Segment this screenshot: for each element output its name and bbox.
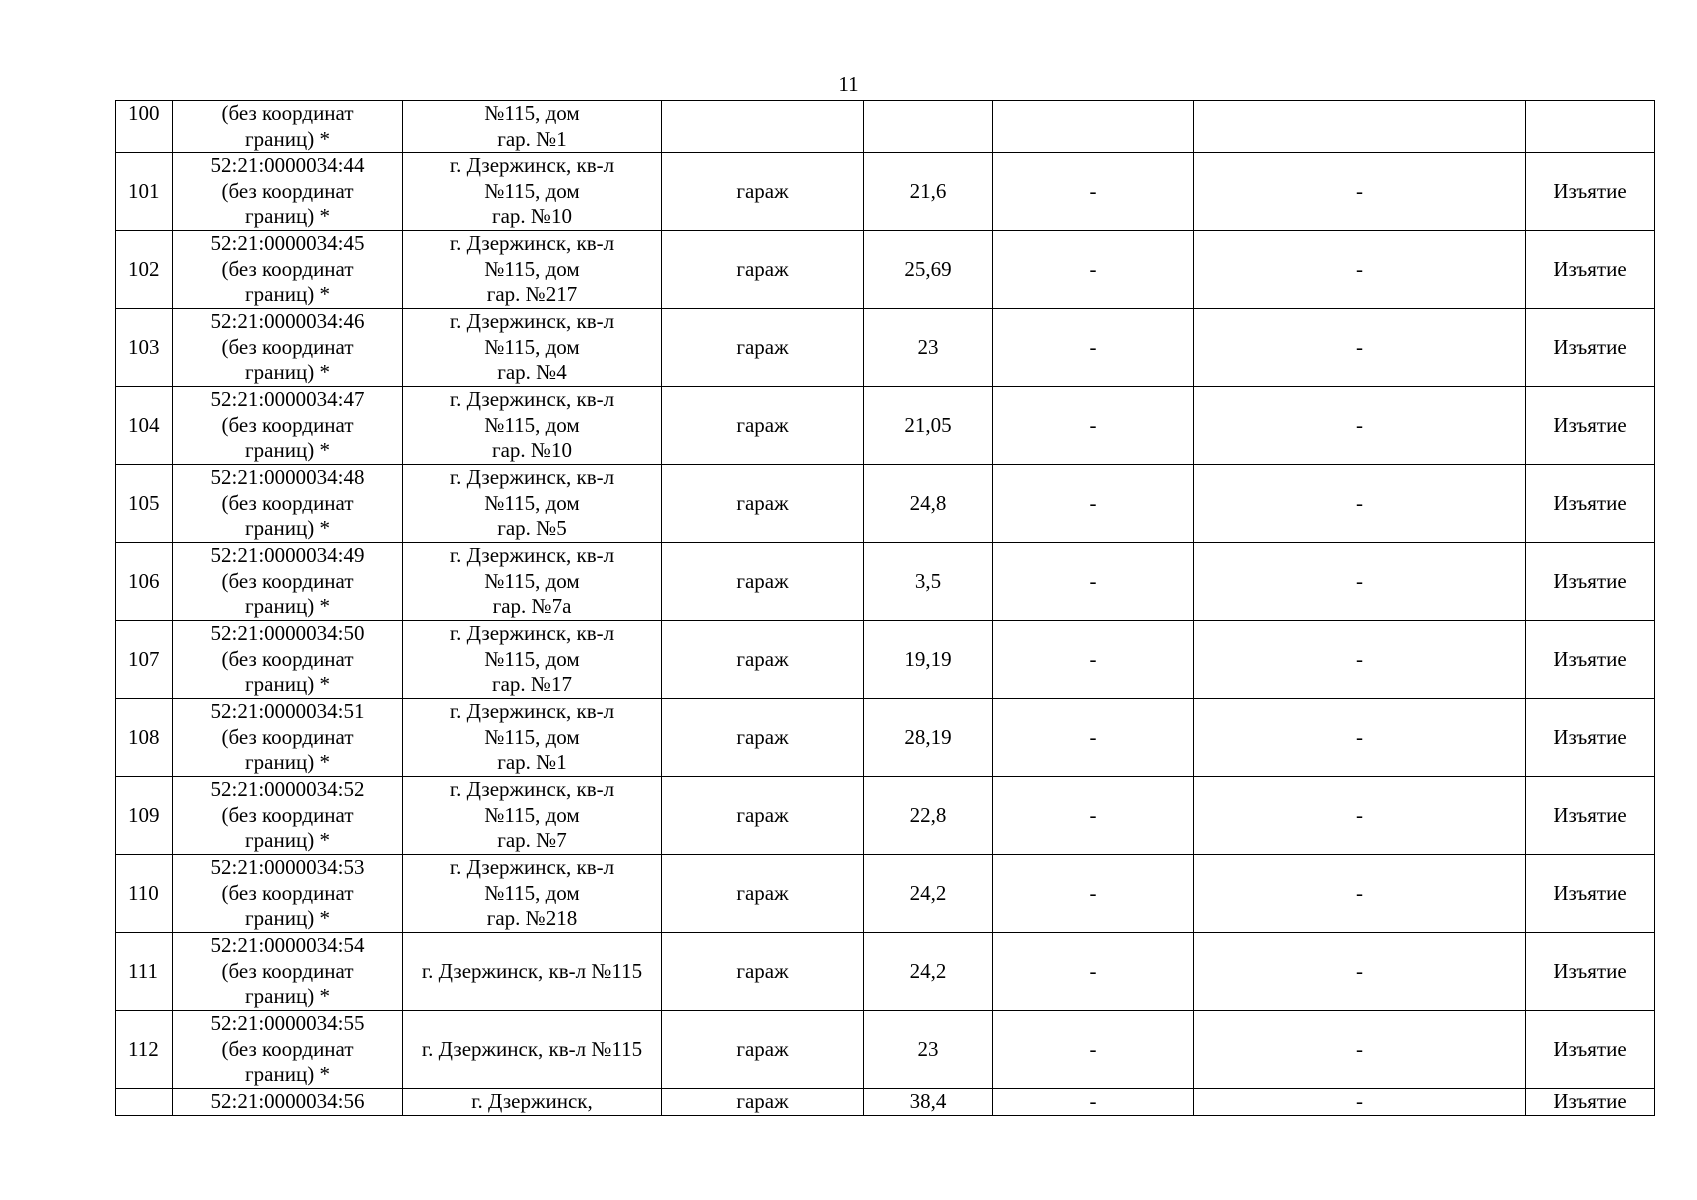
cadastral-line: границ) * xyxy=(245,672,330,697)
column-6-cell xyxy=(993,1011,1194,1089)
cadastral-line: (без координат xyxy=(221,646,354,671)
object-type: гараж xyxy=(736,958,789,983)
column-7: - xyxy=(1356,178,1363,203)
cadastral-number-cell xyxy=(173,933,403,1011)
address-line: гар. №5 xyxy=(497,516,567,541)
action: Изъятие xyxy=(1553,334,1627,359)
table-row xyxy=(116,1011,1655,1089)
area-cell xyxy=(864,933,993,1011)
action: Изъятие xyxy=(1553,1036,1627,1061)
address-line: №115, дом xyxy=(484,256,580,281)
address-cell xyxy=(403,231,662,309)
column-6: - xyxy=(1089,568,1097,593)
cadastral-number-cell xyxy=(173,777,403,855)
cadastral-line: (без координат xyxy=(221,1036,354,1061)
column-7: - xyxy=(1356,646,1363,671)
address-line: №115, дом xyxy=(484,880,580,905)
column-7: - xyxy=(1356,490,1363,515)
address-cell xyxy=(403,465,662,543)
cadastral-line: 52:21:0000034:50 xyxy=(210,621,365,646)
object-type: гараж xyxy=(736,412,789,437)
action: Изъятие xyxy=(1553,958,1627,983)
object-type-cell xyxy=(662,101,864,153)
column-6-cell xyxy=(993,387,1194,465)
area: 24,2 xyxy=(909,958,947,983)
address-line: гар. №217 xyxy=(486,282,578,307)
column-6: - xyxy=(1089,724,1097,749)
object-type-cell xyxy=(662,855,864,933)
address-cell xyxy=(403,855,662,933)
cadastral-line: (без координат xyxy=(221,880,354,905)
address-cell xyxy=(403,621,662,699)
column-6-cell xyxy=(993,309,1194,387)
cadastral-number-cell xyxy=(173,153,403,231)
cadastral-line: (без координат xyxy=(221,568,354,593)
action: Изъятие xyxy=(1553,256,1627,281)
address-line: гар. №10 xyxy=(492,438,572,463)
cadastral-line: границ) * xyxy=(245,906,330,931)
cadastral-line: границ) * xyxy=(245,204,330,229)
cadastral-line: границ) * xyxy=(245,984,330,1009)
address-line: г. Дзержинск, xyxy=(471,1089,593,1113)
address-line: №115, дом xyxy=(484,101,580,125)
row-number: 107 xyxy=(128,646,160,671)
cadastral-number-cell xyxy=(173,699,403,777)
column-6-cell xyxy=(993,101,1194,153)
object-type-cell xyxy=(662,1089,864,1116)
column-6: - xyxy=(1089,490,1097,515)
area-cell xyxy=(864,777,993,855)
table-body xyxy=(116,101,1655,1116)
area-cell xyxy=(864,543,993,621)
address-line: гар. №7 xyxy=(497,828,567,853)
row-number: 100 xyxy=(128,101,160,125)
row-number-cell xyxy=(116,309,173,387)
row-number: 106 xyxy=(128,568,160,593)
address-line: гар. №1 xyxy=(497,750,567,775)
object-type: гараж xyxy=(736,256,789,281)
cadastral-line: 52:21:0000034:46 xyxy=(210,309,365,334)
address-cell xyxy=(403,1089,662,1116)
action: Изъятие xyxy=(1553,646,1627,671)
object-type-cell xyxy=(662,387,864,465)
address-line: г. Дзержинск, кв-л xyxy=(449,309,615,334)
column-7: - xyxy=(1356,880,1363,905)
address-line: гар. №4 xyxy=(497,360,567,385)
address-cell xyxy=(403,387,662,465)
table-row xyxy=(116,153,1655,231)
area: 25,69 xyxy=(904,256,952,281)
table-row xyxy=(116,231,1655,309)
area: 22,8 xyxy=(909,802,947,827)
cadastral-line: 52:21:0000034:55 xyxy=(210,1011,365,1036)
column-7-cell xyxy=(1194,543,1526,621)
cadastral-line: 52:21:0000034:56 xyxy=(210,1089,365,1113)
cadastral-number-cell xyxy=(173,855,403,933)
row-number: 110 xyxy=(128,880,159,905)
column-6-cell xyxy=(993,777,1194,855)
area: 19,19 xyxy=(904,646,952,671)
cadastral-line: (без координат xyxy=(221,178,354,203)
row-number: 104 xyxy=(128,412,160,437)
address-cell xyxy=(403,153,662,231)
row-number: 112 xyxy=(128,1036,159,1061)
object-type-cell xyxy=(662,1011,864,1089)
address-line: гар. №218 xyxy=(486,906,578,931)
cadastral-line: 52:21:0000034:45 xyxy=(210,231,365,256)
area-cell xyxy=(864,621,993,699)
cadastral-number-cell xyxy=(173,543,403,621)
column-6-cell xyxy=(993,621,1194,699)
address-line: №115, дом xyxy=(484,334,580,359)
cadastral-line: границ) * xyxy=(245,828,330,853)
area-cell xyxy=(864,101,993,153)
address-cell xyxy=(403,543,662,621)
object-type-cell xyxy=(662,153,864,231)
area: 21,05 xyxy=(904,412,952,437)
object-type-cell xyxy=(662,231,864,309)
object-type-cell xyxy=(662,543,864,621)
column-6: - xyxy=(1089,802,1097,827)
object-type-cell xyxy=(662,699,864,777)
object-type-cell xyxy=(662,465,864,543)
cadastral-line: 52:21:0000034:47 xyxy=(210,387,365,412)
object-type: гараж xyxy=(736,802,789,827)
action: Изъятие xyxy=(1553,802,1627,827)
row-number-cell xyxy=(116,855,173,933)
column-7: - xyxy=(1356,724,1363,749)
column-7: - xyxy=(1356,1036,1363,1061)
row-number-cell xyxy=(116,1011,173,1089)
address-cell xyxy=(403,699,662,777)
area-cell xyxy=(864,231,993,309)
address-line: гар. №1 xyxy=(497,126,567,151)
address-line: №115, дом xyxy=(484,412,580,437)
row-number: 111 xyxy=(128,958,158,983)
column-7: - xyxy=(1356,256,1363,281)
address-line: г. Дзержинск, кв-л xyxy=(449,387,615,412)
address-line: г. Дзержинск, кв-л xyxy=(449,465,615,490)
column-7: - xyxy=(1356,412,1363,437)
address-line: г. Дзержинск, кв-л xyxy=(449,855,615,880)
object-type-cell xyxy=(662,621,864,699)
column-7-cell xyxy=(1194,777,1526,855)
cadastral-line: 52:21:0000034:53 xyxy=(210,855,365,880)
column-7-cell xyxy=(1194,465,1526,543)
address-cell xyxy=(403,101,662,153)
action-cell xyxy=(1526,621,1655,699)
action: Изъятие xyxy=(1553,724,1627,749)
cadastral-line: 52:21:0000034:54 xyxy=(210,933,365,958)
table-row xyxy=(116,309,1655,387)
row-number-cell xyxy=(116,699,173,777)
row-number-cell xyxy=(116,933,173,1011)
row-number-cell xyxy=(116,777,173,855)
column-7-cell xyxy=(1194,231,1526,309)
cadastral-line: границ) * xyxy=(245,594,330,619)
address-line: №115, дом xyxy=(484,568,580,593)
table-row xyxy=(116,101,1655,153)
cadastral-line: границ) * xyxy=(245,1062,330,1087)
object-type: гараж xyxy=(736,334,789,359)
action-cell xyxy=(1526,465,1655,543)
object-type-cell xyxy=(662,309,864,387)
address-line: г. Дзержинск, кв-л xyxy=(449,231,615,256)
area-cell xyxy=(864,1011,993,1089)
address-cell xyxy=(403,309,662,387)
table-row xyxy=(116,1089,1655,1116)
area-cell xyxy=(864,465,993,543)
column-7-cell xyxy=(1194,153,1526,231)
address-line: г. Дзержинск, кв-л №115 xyxy=(421,1036,643,1061)
area-cell xyxy=(864,153,993,231)
cadastral-line: границ) * xyxy=(245,360,330,385)
column-6: - xyxy=(1089,958,1097,983)
address-cell xyxy=(403,1011,662,1089)
cadastral-number-cell xyxy=(173,387,403,465)
action-cell xyxy=(1526,231,1655,309)
cadastral-number-cell xyxy=(173,309,403,387)
cadastral-line: 52:21:0000034:49 xyxy=(210,543,365,568)
address-line: г. Дзержинск, кв-л xyxy=(449,777,615,802)
column-7-cell xyxy=(1194,1089,1526,1116)
column-6-cell xyxy=(993,153,1194,231)
cadastral-line: границ) * xyxy=(245,282,330,307)
cadastral-line: (без координат xyxy=(221,412,354,437)
table-row xyxy=(116,777,1655,855)
column-6-cell xyxy=(993,231,1194,309)
column-7-cell xyxy=(1194,933,1526,1011)
area: 24,2 xyxy=(909,880,947,905)
object-type-cell xyxy=(662,777,864,855)
address-line: г. Дзержинск, кв-л xyxy=(449,543,615,568)
column-7-cell xyxy=(1194,101,1526,153)
cadastral-line: границ) * xyxy=(245,750,330,775)
column-7-cell xyxy=(1194,309,1526,387)
action: Изъятие xyxy=(1553,412,1627,437)
action-cell xyxy=(1526,543,1655,621)
table-row xyxy=(116,855,1655,933)
table-row xyxy=(116,465,1655,543)
column-6: - xyxy=(1089,880,1097,905)
cadastral-number-cell xyxy=(173,465,403,543)
cadastral-line: (без координат xyxy=(221,334,354,359)
cadastral-line: (без координат xyxy=(221,802,354,827)
action-cell xyxy=(1526,309,1655,387)
action-cell xyxy=(1526,855,1655,933)
cadastral-line: (без координат xyxy=(221,724,354,749)
column-6: - xyxy=(1089,1089,1097,1113)
address-line: №115, дом xyxy=(484,802,580,827)
address-cell xyxy=(403,777,662,855)
address-line: гар. №7а xyxy=(492,594,572,619)
column-7-cell xyxy=(1194,855,1526,933)
land-plots-table xyxy=(115,100,1655,1116)
column-7-cell xyxy=(1194,1011,1526,1089)
area-cell xyxy=(864,387,993,465)
cadastral-line: (без координат xyxy=(221,958,354,983)
area-cell xyxy=(864,1089,993,1116)
cadastral-number-cell xyxy=(173,231,403,309)
cadastral-line: 52:21:0000034:52 xyxy=(210,777,365,802)
column-6-cell xyxy=(993,699,1194,777)
column-6-cell xyxy=(993,1089,1194,1116)
cadastral-line: (без координат xyxy=(221,256,354,281)
area: 23 xyxy=(917,1036,939,1061)
action-cell xyxy=(1526,153,1655,231)
address-cell xyxy=(403,933,662,1011)
row-number: 108 xyxy=(128,724,160,749)
cadastral-line: 52:21:0000034:44 xyxy=(210,153,365,178)
cadastral-line: (без координат xyxy=(221,490,354,515)
column-6: - xyxy=(1089,412,1097,437)
column-6: - xyxy=(1089,1036,1097,1061)
action: Изъятие xyxy=(1553,178,1627,203)
table-row xyxy=(116,699,1655,777)
column-7: - xyxy=(1356,1089,1363,1113)
area: 38,4 xyxy=(909,1089,947,1113)
row-number: 102 xyxy=(128,256,160,281)
table-row xyxy=(116,387,1655,465)
column-7-cell xyxy=(1194,621,1526,699)
action: Изъятие xyxy=(1553,490,1627,515)
row-number-cell xyxy=(116,387,173,465)
row-number-cell xyxy=(116,543,173,621)
row-number: 103 xyxy=(128,334,160,359)
object-type: гараж xyxy=(736,1089,789,1113)
address-line: гар. №10 xyxy=(492,204,572,229)
object-type: гараж xyxy=(736,568,789,593)
row-number-cell xyxy=(116,621,173,699)
object-type: гараж xyxy=(736,646,789,671)
address-line: г. Дзержинск, кв-л xyxy=(449,699,615,724)
column-6-cell xyxy=(993,465,1194,543)
action: Изъятие xyxy=(1553,1089,1627,1113)
row-number: 105 xyxy=(128,490,160,515)
row-number-cell xyxy=(116,231,173,309)
cadastral-number-cell xyxy=(173,621,403,699)
cadastral-line: границ) * xyxy=(245,126,330,151)
action-cell xyxy=(1526,387,1655,465)
row-number: 109 xyxy=(128,802,160,827)
cadastral-line: 52:21:0000034:48 xyxy=(210,465,365,490)
area-cell xyxy=(864,699,993,777)
cadastral-line: (без координат xyxy=(221,101,354,125)
area: 23 xyxy=(917,334,939,359)
area: 24,8 xyxy=(909,490,947,515)
cadastral-number-cell xyxy=(173,1089,403,1116)
column-6: - xyxy=(1089,178,1097,203)
action-cell xyxy=(1526,1089,1655,1116)
row-number-cell xyxy=(116,1089,173,1116)
table-row xyxy=(116,933,1655,1011)
address-line: г. Дзержинск, кв-л xyxy=(449,153,615,178)
object-type: гараж xyxy=(736,178,789,203)
row-number: 101 xyxy=(128,178,160,203)
column-7-cell xyxy=(1194,387,1526,465)
address-line: г. Дзержинск, кв-л xyxy=(449,621,615,646)
table-row xyxy=(116,621,1655,699)
area: 28,19 xyxy=(904,724,952,749)
column-7: - xyxy=(1356,334,1363,359)
column-7: - xyxy=(1356,958,1363,983)
cadastral-number-cell xyxy=(173,1011,403,1089)
action: Изъятие xyxy=(1553,880,1627,905)
address-line: №115, дом xyxy=(484,178,580,203)
action-cell xyxy=(1526,933,1655,1011)
table-row xyxy=(116,543,1655,621)
row-number-cell xyxy=(116,153,173,231)
row-number-cell xyxy=(116,465,173,543)
column-7-cell xyxy=(1194,699,1526,777)
column-6-cell xyxy=(993,543,1194,621)
area-cell xyxy=(864,309,993,387)
cadastral-number-cell xyxy=(173,101,403,153)
cadastral-line: границ) * xyxy=(245,516,330,541)
column-6: - xyxy=(1089,256,1097,281)
address-line: г. Дзержинск, кв-л №115 xyxy=(421,958,643,983)
object-type: гараж xyxy=(736,1036,789,1061)
action-cell xyxy=(1526,699,1655,777)
object-type-cell xyxy=(662,933,864,1011)
area: 21,6 xyxy=(909,178,947,203)
object-type: гараж xyxy=(736,880,789,905)
column-6-cell xyxy=(993,855,1194,933)
column-7: - xyxy=(1356,568,1363,593)
address-line: №115, дом xyxy=(484,724,580,749)
column-6: - xyxy=(1089,334,1097,359)
address-line: №115, дом xyxy=(484,646,580,671)
column-7: - xyxy=(1356,802,1363,827)
cadastral-line: 52:21:0000034:51 xyxy=(210,699,365,724)
action-cell xyxy=(1526,1011,1655,1089)
cadastral-line: границ) * xyxy=(245,438,330,463)
object-type: гараж xyxy=(736,490,789,515)
action-cell xyxy=(1526,101,1655,153)
page-number: 11 xyxy=(838,72,859,96)
column-6: - xyxy=(1089,646,1097,671)
column-6-cell xyxy=(993,933,1194,1011)
action: Изъятие xyxy=(1553,568,1627,593)
address-line: №115, дом xyxy=(484,490,580,515)
object-type: гараж xyxy=(736,724,789,749)
area: 3,5 xyxy=(914,568,942,593)
address-line: гар. №17 xyxy=(492,672,572,697)
area-cell xyxy=(864,855,993,933)
row-number-cell xyxy=(116,101,173,153)
action-cell xyxy=(1526,777,1655,855)
